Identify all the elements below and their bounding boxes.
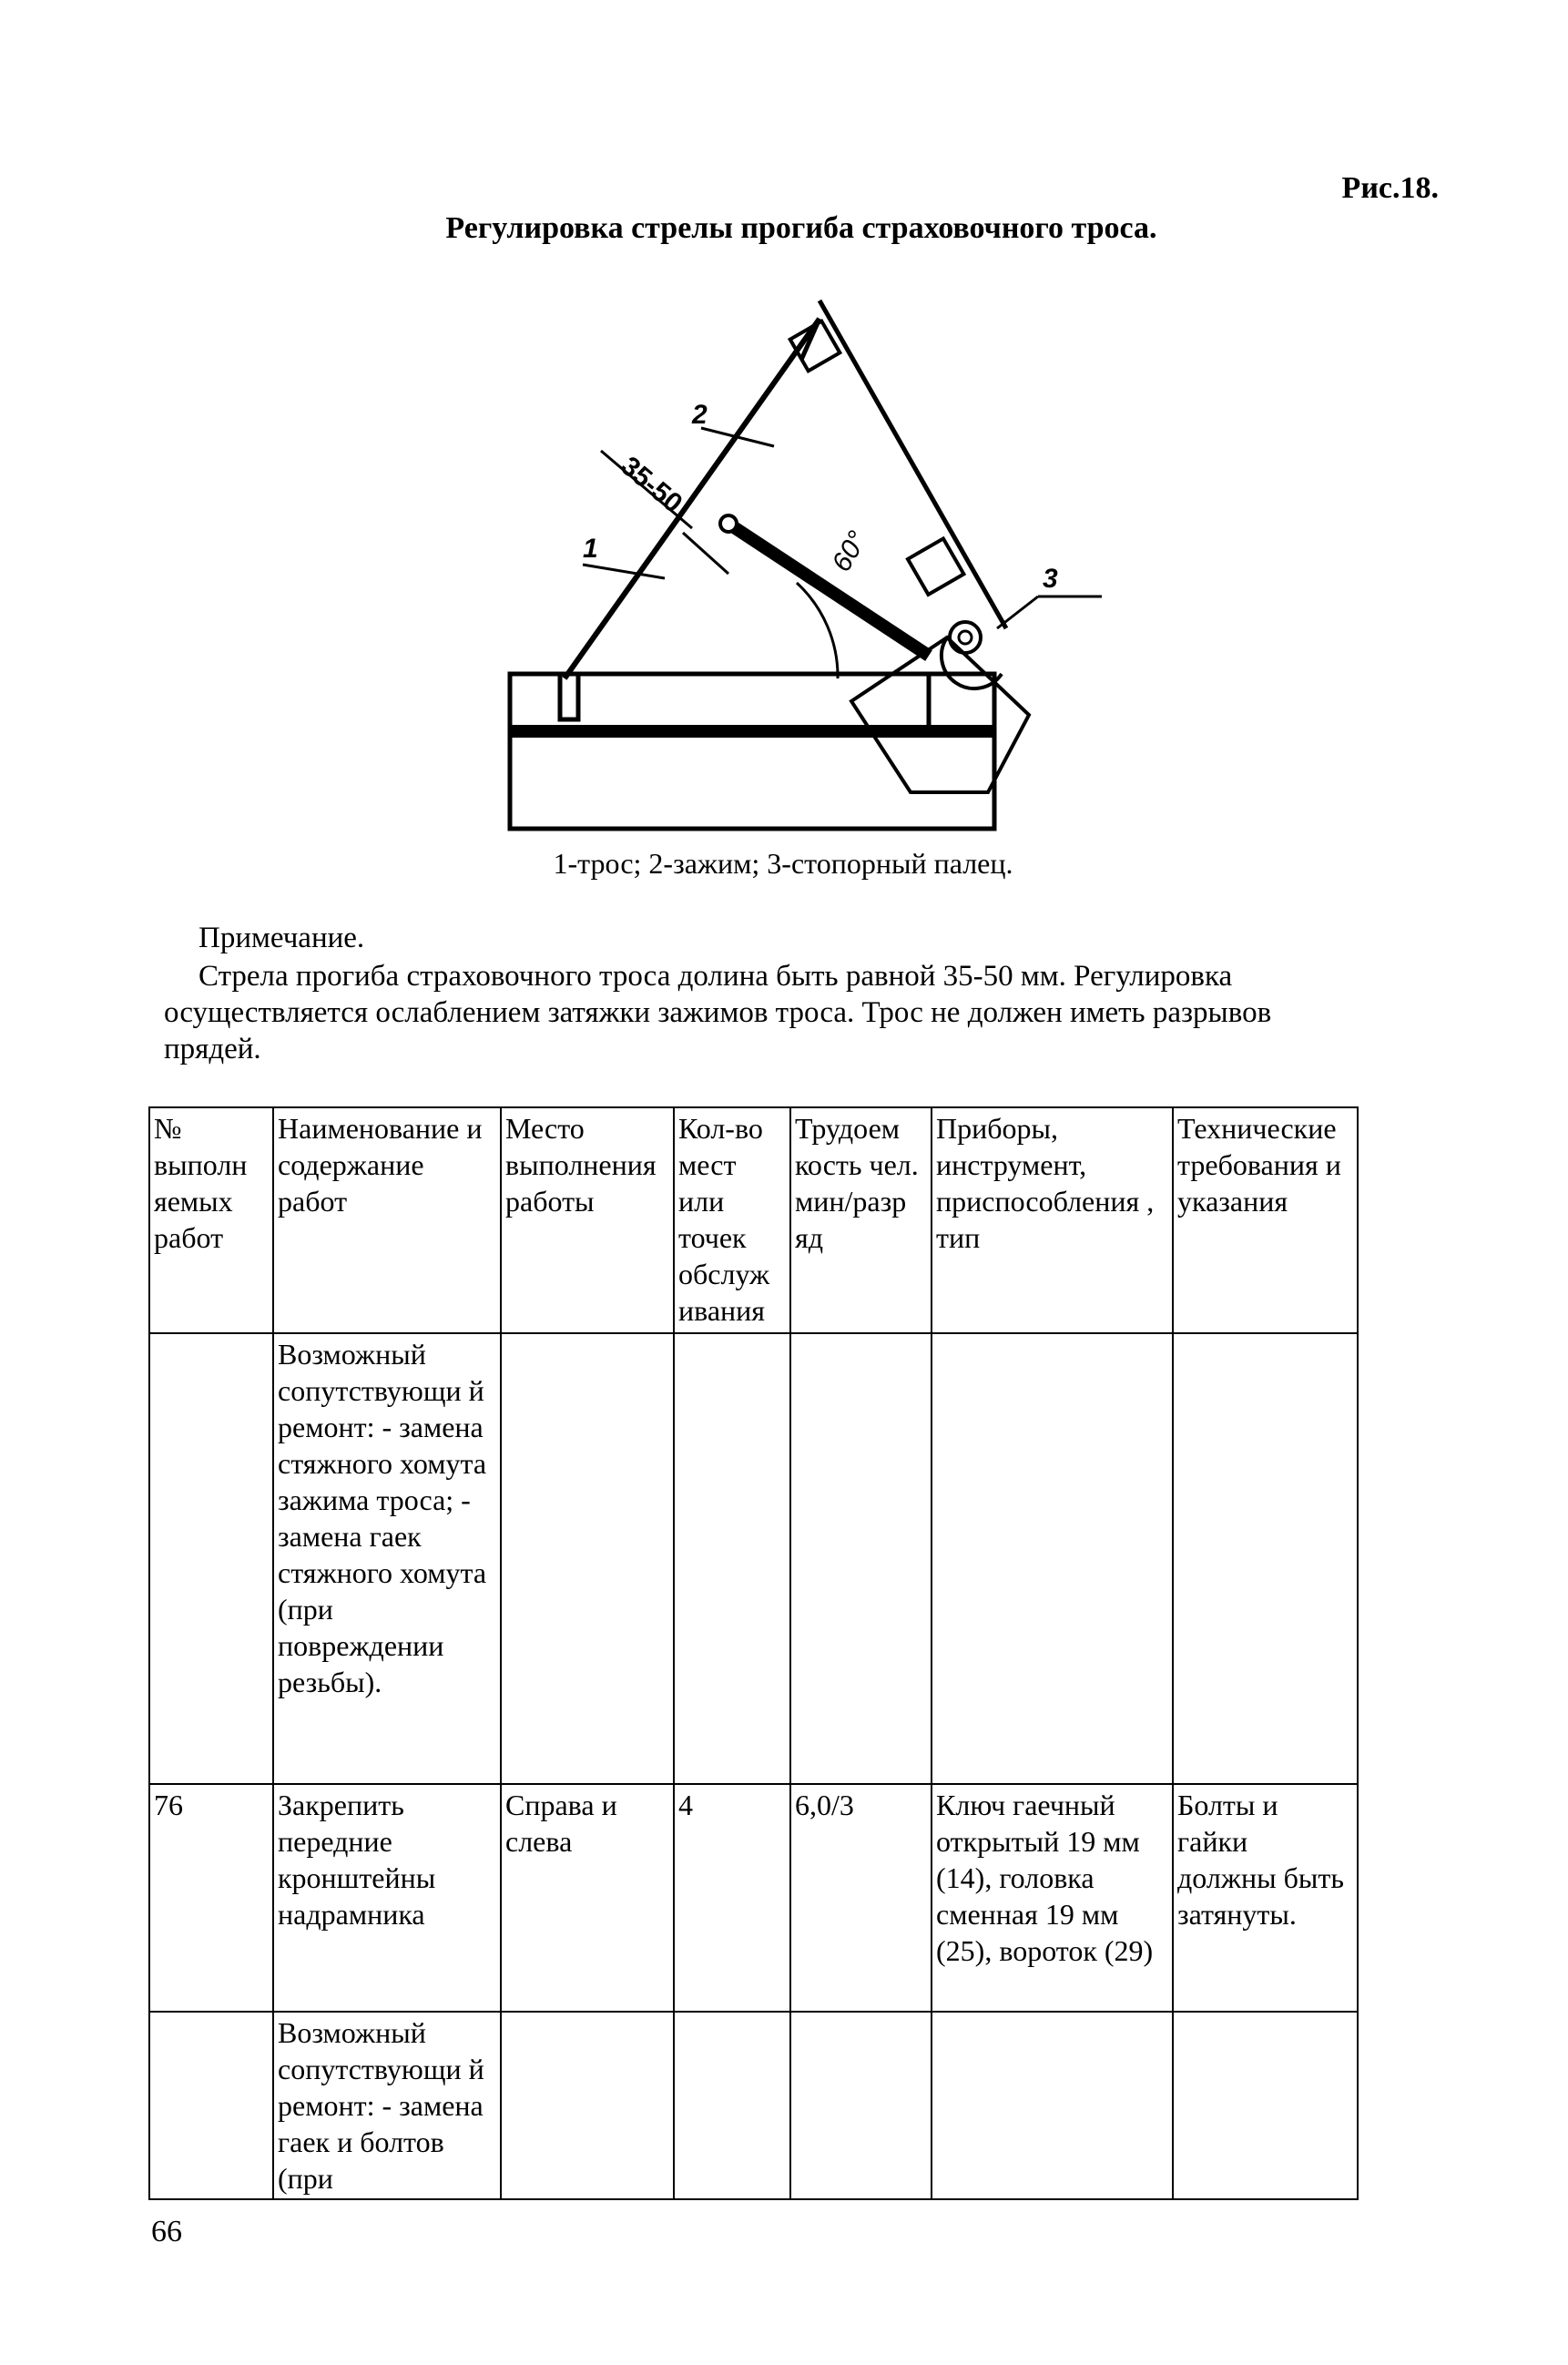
table-cell: Справа и слева (501, 1784, 674, 2012)
header-cell: Кол-во мест или точек обслуж ивания (674, 1107, 790, 1333)
note-text: Стрела прогиба страховочного троса долина быть равной 35-50 мм. Регулировка осуществляется ослаблением затяжки зажимов троса. Трос не должен иметь разрывов прядей. (164, 960, 1272, 1065)
table-cell: Закрепить передние кронштейны надрамника (273, 1784, 501, 2012)
header-cell: Место выполнения работы (501, 1107, 674, 1333)
angle-label: 60° (826, 525, 873, 577)
table-cell (932, 2012, 1173, 2199)
table-cell: Возможный сопутствующи й ремонт: - замена гаек и болтов (при (273, 2012, 501, 2199)
table-cell (790, 2012, 932, 2199)
table-row (149, 1333, 1358, 1784)
header-cell: Наименование и содержание работ (273, 1107, 501, 1333)
header-cell: Технические требования и указания (1173, 1107, 1358, 1333)
table-header-row (149, 1107, 1358, 1333)
table-cell: 4 (674, 1784, 790, 2012)
note-heading: Примечание. (199, 922, 365, 954)
header-cell: Трудоем кость чел. мин/разр яд (790, 1107, 932, 1333)
table-cell (501, 1333, 674, 1784)
figure-legend: 1-трос; 2-зажим; 3-стопорный палец. (553, 847, 1013, 880)
table-cell (1173, 1333, 1358, 1784)
callout-2: 2 (692, 400, 708, 430)
callout-3: 3 (1043, 564, 1058, 594)
table-cell (674, 2012, 790, 2199)
table-cell (790, 1333, 932, 1784)
table-cell (501, 2012, 674, 2199)
table-cell (1173, 2012, 1358, 2199)
page-number: 66 (151, 2215, 182, 2248)
work-table (148, 1106, 1359, 2200)
header-cell: Приборы, инструмент, приспособления , тип (932, 1107, 1173, 1333)
table-cell (149, 1333, 273, 1784)
table-cell (932, 1333, 1173, 1784)
table-cell (149, 2012, 273, 2199)
figure-title: Регулировка стрелы прогиба страховочного троса. (445, 211, 1157, 245)
cable-sag-drawing (492, 282, 1056, 838)
table-cell: Болты и гайки должны быть затянуты. (1173, 1784, 1358, 2012)
table-row (149, 1784, 1358, 2012)
table-cell: Возможный сопутствующи й ремонт: - замена стяжного хомута зажима троса; - замена гаек стяжного хомута (при повреждении резьбы). (273, 1333, 501, 1784)
header-cell: № выполн яемых работ (149, 1107, 273, 1333)
table-row (149, 2012, 1358, 2199)
table-cell: 76 (149, 1784, 273, 2012)
table-cell: Ключ гаечный открытый 19 мм (14), головка сменная 19 мм (25), вороток (29) (932, 1784, 1173, 2012)
callout-1: 1 (583, 534, 598, 564)
sag-dimension: 35-50 (615, 451, 688, 519)
table-cell: 6,0/3 (790, 1784, 932, 2012)
figure-label: Рис.18. (1341, 171, 1439, 205)
table-cell (674, 1333, 790, 1784)
